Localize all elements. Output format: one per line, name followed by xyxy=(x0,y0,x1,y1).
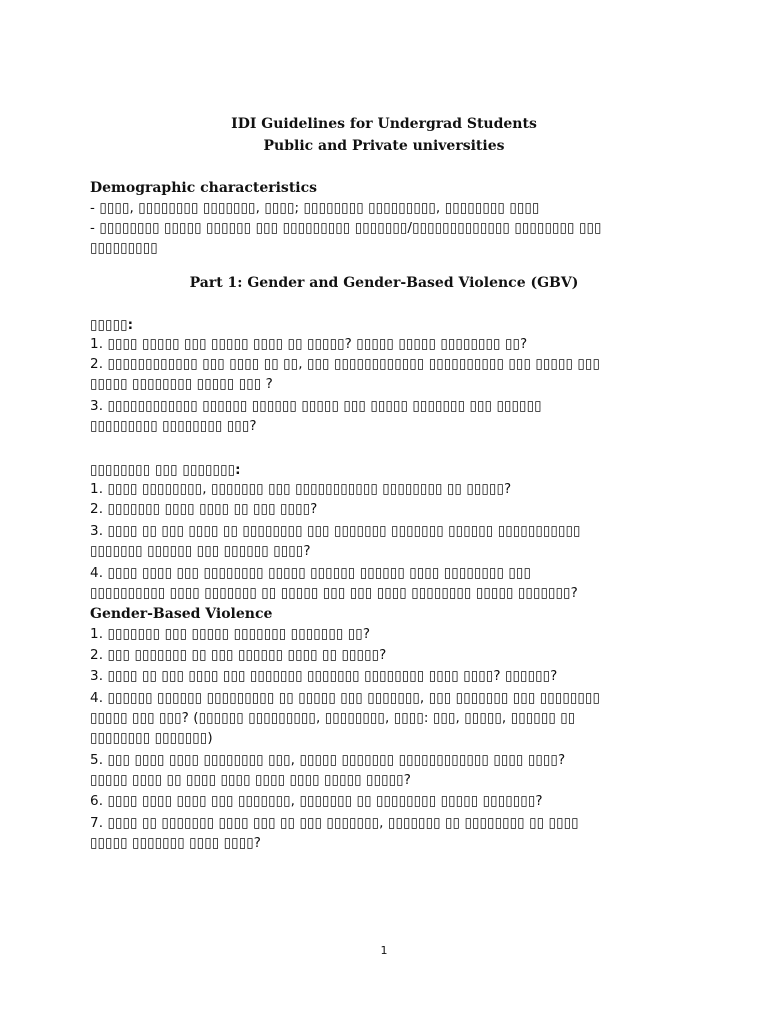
question-line: 7. ▯▯▯▯ ▯▯ ▯▯▯▯▯▯▯ ▯▯▯▯ ▯▯▯ ▯▯ ▯▯▯ ▯▯▯▯▯▯▯, ▯▯▯▯▯▯▯ ▯▯ ▯▯▯▯▯▯▯▯ ▯▯ ▯▯▯▯ xyxy=(90,815,579,831)
demographic-line: ▯▯▯▯▯▯▯▯▯ xyxy=(90,240,158,256)
section-b-heading: ▯▯▯▯▯▯▯▯ ▯▯▯ ▯▯▯▯▯▯▯: xyxy=(90,462,241,478)
question-line: 4. ▯▯▯▯▯▯ ▯▯▯▯▯▯ ▯▯▯▯▯▯▯▯▯ ▯▯ ▯▯▯▯▯ ▯▯▯ ▯▯▯▯▯▯▯, ▯▯▯ ▯▯▯▯▯▯▯ ▯▯▯ ▯▯▯▯▯▯▯▯ xyxy=(90,690,600,706)
question-line: 3. ▯▯▯▯ ▯▯ ▯▯▯ ▯▯▯▯ ▯▯▯ ▯▯▯▯▯▯▯ ▯▯▯▯▯▯▯ ▯▯▯▯▯▯▯▯ ▯▯▯▯ ▯▯▯▯? ▯▯▯▯▯▯? xyxy=(90,668,558,684)
page-number: 1 xyxy=(380,944,388,957)
question-line: 2. ▯▯▯ ▯▯▯▯▯▯▯ ▯▯ ▯▯▯ ▯▯▯▯▯▯ ▯▯▯▯ ▯▯ ▯▯▯▯▯? xyxy=(90,647,387,663)
question-line: 2. ▯▯▯▯▯▯▯▯▯▯▯▯ ▯▯▯ ▯▯▯▯ ▯▯ ▯▯, ▯▯▯ ▯▯▯▯▯▯▯▯▯▯▯▯ ▯▯▯▯▯▯▯▯▯▯ ▯▯▯ ▯▯▯▯▯ ▯▯▯ xyxy=(90,356,600,372)
section-a-heading: ▯▯▯▯▯: xyxy=(90,317,134,333)
question-line: ▯▯▯▯▯▯▯▯▯▯ ▯▯▯▯ ▯▯▯▯▯▯▯ ▯▯ ▯▯▯▯▯ ▯▯▯ ▯▯▯ ▯▯▯▯ ▯▯▯▯▯▯▯▯ ▯▯▯▯▯ ▯▯▯▯▯▯▯? xyxy=(90,585,578,601)
question-line: 4. ▯▯▯▯ ▯▯▯▯ ▯▯▯ ▯▯▯▯▯▯▯▯ ▯▯▯▯▯ ▯▯▯▯▯▯ ▯▯▯▯▯▯ ▯▯▯▯ ▯▯▯▯▯▯▯▯ ▯▯▯ xyxy=(90,565,531,581)
question-line: ▯▯▯▯▯ ▯▯▯▯▯▯▯▯ ▯▯▯▯▯ ▯▯▯ ? xyxy=(90,376,273,392)
question-line: ▯▯▯▯▯ ▯▯▯ ▯▯▯? (▯▯▯▯▯▯ ▯▯▯▯▯▯▯▯▯, ▯▯▯▯▯▯▯▯, ▯▯▯▯: ▯▯▯, ▯▯▯▯▯, ▯▯▯▯▯▯ ▯▯ xyxy=(90,710,576,726)
part1-heading: Part 1: Gender and Gender-Based Violence (GBV) xyxy=(189,275,579,291)
demographic-heading: Demographic characteristics xyxy=(90,180,318,196)
demographic-line: - ▯▯▯▯, ▯▯▯▯▯▯▯▯ ▯▯▯▯▯▯▯, ▯▯▯▯; ▯▯▯▯▯▯▯▯ ▯▯▯▯▯▯▯▯▯, ▯▯▯▯▯▯▯▯ ▯▯▯▯ xyxy=(90,200,540,216)
question-line: 1. ▯▯▯▯▯▯▯ ▯▯▯ ▯▯▯▯▯ ▯▯▯▯▯▯▯ ▯▯▯▯▯▯▯ ▯▯? xyxy=(90,626,371,642)
question-line: ▯▯▯▯▯ ▯▯▯▯▯▯▯ ▯▯▯▯ ▯▯▯▯? xyxy=(90,835,262,851)
document-subtitle: Public and Private universities xyxy=(263,138,505,154)
document-title: IDI Guidelines for Undergrad Students xyxy=(231,116,537,132)
question-line: 3. ▯▯▯▯ ▯▯ ▯▯▯ ▯▯▯▯ ▯▯ ▯▯▯▯▯▯▯▯ ▯▯▯ ▯▯▯▯▯▯▯ ▯▯▯▯▯▯▯ ▯▯▯▯▯▯ ▯▯▯▯▯▯▯▯▯▯▯ xyxy=(90,523,581,539)
question-line: 1. ▯▯▯▯ ▯▯▯▯▯ ▯▯▯ ▯▯▯▯▯ ▯▯▯▯ ▯▯ ▯▯▯▯▯? ▯▯▯▯▯ ▯▯▯▯▯ ▯▯▯▯▯▯▯▯ ▯▯? xyxy=(90,336,528,352)
demographic-line: - ▯▯▯▯▯▯▯▯ ▯▯▯▯▯ ▯▯▯▯▯▯ ▯▯▯ ▯▯▯▯▯▯▯▯▯ ▯▯▯▯▯▯▯/▯▯▯▯▯▯▯▯▯▯▯▯▯ ▯▯▯▯▯▯▯▯ ▯▯▯ xyxy=(90,220,602,236)
question-line: ▯▯▯▯▯▯▯▯ ▯▯▯▯▯▯▯) xyxy=(90,730,213,746)
question-line: ▯▯▯▯▯▯▯▯▯ ▯▯▯▯▯▯▯▯ ▯▯▯? xyxy=(90,418,257,434)
question-line: 2. ▯▯▯▯▯▯▯ ▯▯▯▯ ▯▯▯▯ ▯▯ ▯▯▯ ▯▯▯▯? xyxy=(90,501,318,517)
question-line: 6. ▯▯▯▯ ▯▯▯▯ ▯▯▯▯ ▯▯▯ ▯▯▯▯▯▯▯, ▯▯▯▯▯▯▯ ▯▯ ▯▯▯▯▯▯▯▯ ▯▯▯▯▯ ▯▯▯▯▯▯▯? xyxy=(90,793,543,809)
question-line: 3. ▯▯▯▯▯▯▯▯▯▯▯▯ ▯▯▯▯▯▯ ▯▯▯▯▯▯ ▯▯▯▯▯ ▯▯▯ ▯▯▯▯▯ ▯▯▯▯▯▯▯ ▯▯▯ ▯▯▯▯▯▯ xyxy=(90,398,542,414)
question-line: 5. ▯▯▯ ▯▯▯▯ ▯▯▯▯ ▯▯▯▯▯▯▯▯ ▯▯▯, ▯▯▯▯▯ ▯▯▯▯▯▯▯ ▯▯▯▯▯▯▯▯▯▯▯▯ ▯▯▯▯ ▯▯▯▯? xyxy=(90,752,566,768)
question-line: ▯▯▯▯▯ ▯▯▯▯ ▯▯ ▯▯▯▯ ▯▯▯▯ ▯▯▯▯ ▯▯▯▯ ▯▯▯▯▯ ▯▯▯▯▯? xyxy=(90,772,411,788)
section-c-heading: Gender-Based Violence xyxy=(90,606,273,622)
question-line: 1. ▯▯▯▯ ▯▯▯▯▯▯▯▯, ▯▯▯▯▯▯▯ ▯▯▯ ▯▯▯▯▯▯▯▯▯▯▯ ▯▯▯▯▯▯▯▯ ▯▯ ▯▯▯▯▯? xyxy=(90,481,512,497)
question-line: ▯▯▯▯▯▯▯ ▯▯▯▯▯▯ ▯▯▯ ▯▯▯▯▯▯ ▯▯▯▯? xyxy=(90,543,311,559)
